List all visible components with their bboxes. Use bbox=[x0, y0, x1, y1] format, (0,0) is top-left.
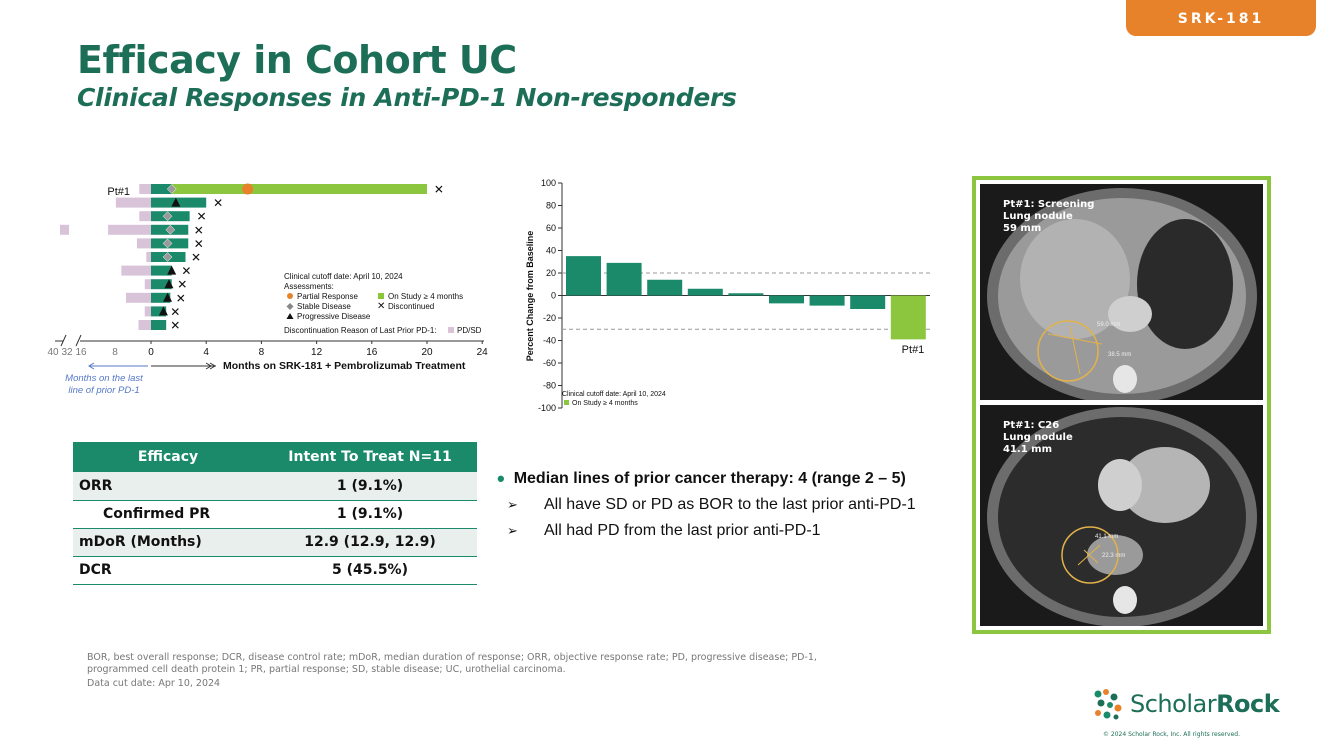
swimmer-row bbox=[116, 196, 223, 210]
treatment-arrow bbox=[151, 363, 216, 369]
tick-label: 16 bbox=[366, 347, 378, 358]
row-value: 5 (45.5%) bbox=[263, 556, 477, 584]
logo-text bbox=[1130, 690, 1279, 718]
prior-therapy-bar bbox=[139, 184, 151, 194]
treatment-bar bbox=[151, 320, 166, 330]
y-tick-label: 0 bbox=[550, 290, 556, 301]
discontinued-marker: ✕ bbox=[170, 318, 181, 333]
swimmer-left-label-1: Months on the last bbox=[65, 373, 143, 384]
swimmer-row bbox=[121, 264, 191, 278]
legend-partial: Partial Response bbox=[297, 292, 358, 301]
legend-stable: Stable Disease bbox=[297, 302, 351, 311]
waterfall-pt-annotation: Pt#1 bbox=[901, 344, 925, 356]
legend-discontinued: Discontinued bbox=[388, 302, 435, 311]
prior-therapy-bar bbox=[116, 198, 151, 208]
key-points bbox=[497, 466, 916, 540]
discontinued-marker: ✕ bbox=[213, 196, 224, 211]
y-tick-label: -60 bbox=[542, 358, 556, 368]
waterfall-bar bbox=[810, 296, 845, 306]
page-subtitle: Clinical Responses in Anti-PD-1 Non-responders bbox=[77, 83, 737, 112]
discontinued-marker: ✕ bbox=[170, 304, 181, 319]
row-label: Confirmed PR bbox=[73, 500, 263, 528]
y-tick-label: -80 bbox=[542, 380, 556, 391]
stable-disease-icon bbox=[287, 303, 294, 310]
y-tick-label: 60 bbox=[545, 223, 556, 233]
partial-response-marker bbox=[242, 184, 253, 195]
y-tick-label: 100 bbox=[540, 178, 556, 188]
pdsd-icon bbox=[448, 327, 454, 333]
company-logo bbox=[1092, 688, 1279, 720]
prior-therapy-bar bbox=[139, 320, 151, 330]
progressive-disease-icon bbox=[287, 313, 294, 319]
tick-label: 8 bbox=[112, 347, 118, 358]
tick-label: 24 bbox=[476, 347, 488, 358]
tick-label: 8 bbox=[258, 347, 265, 358]
scholar-rock-logo-icon bbox=[1092, 688, 1124, 720]
swimmer-patient-label: Pt#1 bbox=[107, 186, 130, 198]
swimmer-left-label-2: line of prior PD-1 bbox=[68, 385, 140, 396]
waterfall-ylabel: Percent Change from Baseline bbox=[525, 230, 535, 362]
y-tick-label: 40 bbox=[545, 245, 556, 256]
discontinued-marker: ✕ bbox=[181, 264, 192, 279]
efficacy-table bbox=[73, 442, 477, 585]
row-value: 1 (9.1%) bbox=[263, 472, 477, 500]
y-tick-label: -40 bbox=[542, 335, 556, 346]
y-tick-label: -100 bbox=[537, 403, 556, 413]
page-title: Efficacy in Cohort UC bbox=[77, 38, 517, 82]
discontinued-marker: ✕ bbox=[433, 182, 444, 197]
tick-label: 32 bbox=[61, 347, 73, 358]
table-header-row bbox=[73, 442, 477, 472]
ct-measure-1: 41.1 mm bbox=[1095, 534, 1119, 540]
bullet-sub-2-text: All had PD from the last prior anti-PD-1 bbox=[544, 522, 821, 539]
ct-measure-2: 38.5 mm bbox=[1108, 352, 1132, 358]
row-label: DCR bbox=[73, 556, 263, 584]
swimmer-plot bbox=[40, 178, 500, 403]
ct-image-frame bbox=[972, 176, 1271, 634]
bullet-sub-1-text: All have SD or PD as BOR to the last prior anti-PD-1 bbox=[544, 496, 916, 513]
swimmer-row bbox=[137, 237, 204, 251]
prior-therapy-bar bbox=[108, 225, 151, 235]
prior-therapy-bar bbox=[145, 306, 151, 316]
tick-label: 20 bbox=[421, 347, 433, 358]
tick-label: 40 bbox=[47, 347, 59, 358]
swimmer-row bbox=[139, 319, 181, 333]
discontinued-marker: ✕ bbox=[177, 277, 188, 292]
waterfall-cutoff: Clinical cutoff date: April 10, 2024 bbox=[562, 391, 666, 398]
y-tick-label: 80 bbox=[545, 200, 556, 211]
y-tick-label: -20 bbox=[542, 313, 556, 323]
waterfall-bar bbox=[850, 296, 885, 310]
waterfall-onstudy-icon bbox=[564, 400, 569, 405]
tick-label: 0 bbox=[148, 347, 154, 358]
legend-assessments: Assessments: bbox=[284, 282, 334, 291]
row-value: 1 (9.1%) bbox=[263, 500, 477, 528]
prior-therapy-bar bbox=[126, 293, 151, 303]
legend-discreason: Discontinuation Reason of Last Prior PD-1: bbox=[284, 326, 437, 335]
table-row bbox=[73, 500, 477, 528]
row-label: ORR bbox=[73, 472, 263, 500]
tick-label: 4 bbox=[203, 347, 209, 358]
waterfall-bar bbox=[769, 296, 804, 304]
swimmer-legend bbox=[284, 272, 482, 335]
swimmer-row bbox=[60, 223, 204, 237]
waterfall-bar bbox=[728, 293, 763, 295]
table-row bbox=[73, 556, 477, 584]
program-tag: SRK-181 bbox=[1126, 0, 1316, 36]
waterfall-bar bbox=[891, 296, 926, 340]
bullet-dot-icon: • bbox=[497, 466, 505, 491]
swimmer-row bbox=[146, 251, 201, 265]
legend-pdsd: PD/SD bbox=[457, 326, 482, 335]
arrowhead-icon: ➢ bbox=[507, 523, 518, 538]
copyright: © 2024 Scholar Rock, Inc. All rights reserved. bbox=[1103, 731, 1240, 738]
ct-bottom-label: Pt#1: C26 Lung nodule 41.1 mm bbox=[1003, 420, 1073, 455]
table-header-itt: Intent To Treat N=11 bbox=[263, 442, 477, 472]
ct-scan-c26 bbox=[980, 405, 1263, 626]
prior-therapy-bar bbox=[145, 279, 151, 289]
swimmer-row bbox=[145, 305, 181, 319]
bullet-main bbox=[497, 466, 916, 491]
row-label: mDoR (Months) bbox=[73, 528, 263, 556]
legend-cutoff: Clinical cutoff date: April 10, 2024 bbox=[284, 272, 403, 281]
waterfall-plot bbox=[520, 176, 950, 416]
prior-therapy-bar bbox=[146, 252, 151, 262]
prior-therapy-bar bbox=[121, 266, 151, 276]
swimmer-row bbox=[139, 210, 206, 224]
table-row bbox=[73, 528, 477, 556]
ct-measure-2: 22.3 mm bbox=[1102, 553, 1126, 559]
ct-top-label: Pt#1: Screening Lung nodule 59 mm bbox=[1003, 199, 1095, 234]
bullet-sub-1 bbox=[507, 496, 916, 514]
y-tick-label: 20 bbox=[545, 268, 556, 278]
swimmer-arrow bbox=[89, 363, 148, 369]
waterfall-bar bbox=[607, 263, 642, 296]
discontinued-icon: ✕ bbox=[377, 301, 386, 312]
bullet-sub-2 bbox=[507, 522, 916, 540]
row-value: 12.9 (12.9, 12.9) bbox=[263, 528, 477, 556]
waterfall-bar bbox=[688, 289, 723, 296]
onstudy-icon bbox=[378, 293, 384, 299]
swimmer-x-axis bbox=[47, 335, 488, 358]
table-header-efficacy: Efficacy bbox=[73, 442, 263, 472]
ct-scan-screening bbox=[980, 184, 1263, 400]
data-cut-date: Data cut date: Apr 10, 2024 bbox=[87, 678, 221, 689]
swimmer-row bbox=[139, 183, 444, 197]
waterfall-bar bbox=[566, 256, 601, 295]
partial-response-icon bbox=[287, 293, 293, 299]
swimmer-xlabel: Months on SRK-181 + Pembrolizumab Treatment bbox=[223, 360, 466, 372]
swimmer-row bbox=[145, 278, 187, 292]
legend-onstudy: On Study ≥ 4 months bbox=[388, 292, 464, 301]
table-row bbox=[73, 472, 477, 500]
waterfall-bar bbox=[647, 280, 682, 296]
prior-therapy-bar bbox=[139, 211, 151, 221]
discontinued-marker: ✕ bbox=[193, 223, 204, 238]
logo-text-a: Scholar bbox=[1130, 690, 1217, 718]
legend-progressive: Progressive Disease bbox=[297, 312, 371, 321]
tick-label: 16 bbox=[75, 347, 87, 358]
tick-label: 12 bbox=[311, 347, 323, 358]
discontinued-marker: ✕ bbox=[175, 291, 186, 306]
bullet-main-text: Median lines of prior cancer therapy: 4 (range 2 – 5) bbox=[513, 470, 906, 487]
prior-therapy-bar bbox=[137, 238, 151, 248]
logo-text-b: Rock bbox=[1216, 690, 1280, 718]
discontinued-marker: ✕ bbox=[196, 209, 207, 224]
swimmer-row bbox=[126, 291, 186, 305]
ct-measure-1: 59.0 mm bbox=[1097, 322, 1121, 328]
treatment-bar bbox=[151, 184, 427, 194]
discontinued-marker: ✕ bbox=[193, 236, 204, 251]
discontinued-marker: ✕ bbox=[190, 250, 202, 265]
waterfall-onstudy: On Study ≥ 4 months bbox=[572, 400, 638, 407]
arrowhead-icon: ➢ bbox=[507, 497, 518, 512]
prior-therapy-bar bbox=[60, 225, 69, 235]
footnote: BOR, best overall response; DCR, disease control rate; mDoR, median duration of response; ORR, objective response rate; PD, progressive disease; PD-1, programmed cell death protein 1; PR, partial response; SD, stable disease; UC, urothelial carcinoma. bbox=[87, 652, 817, 675]
